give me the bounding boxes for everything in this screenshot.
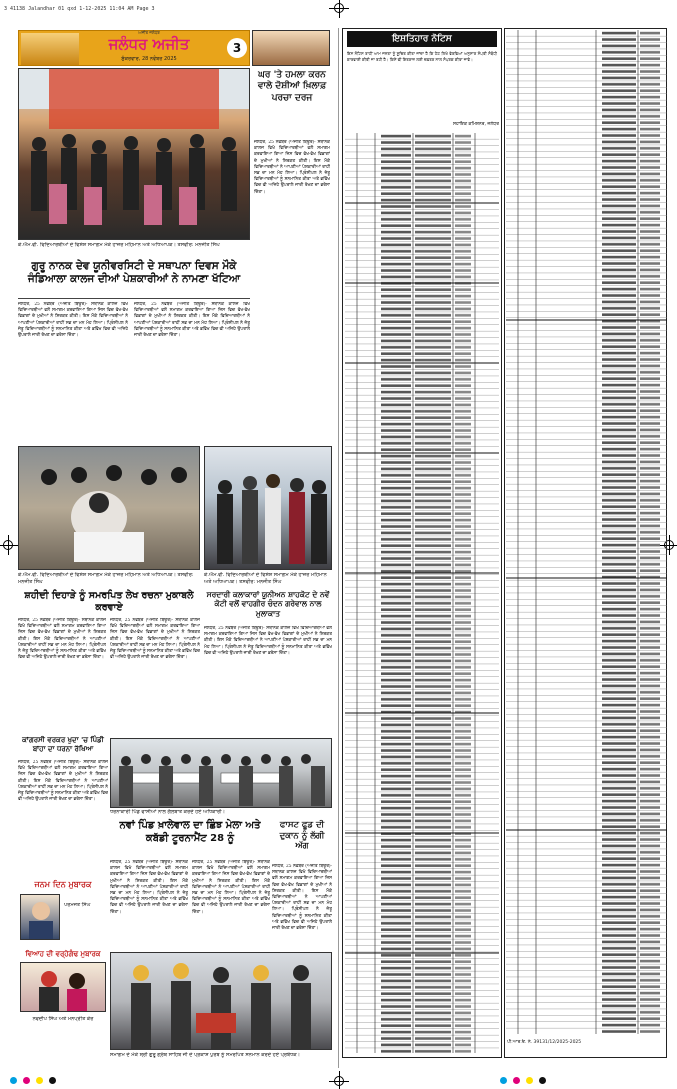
main-headline-rule bbox=[18, 298, 250, 299]
bottom-event-photo bbox=[110, 952, 332, 1050]
top-group-photo bbox=[18, 68, 250, 240]
fair-body-col2: ਜਲੰਧਰ, 25 ਨਵੰਬਰ (ਅਜੀਤ ਬਿਊਰੋ)- ਸਥਾਨਕ ਕਾਲਜ ਵਿਖੇ ਵਿਦਿਆਰਥੀਆਂ ਵਲੋਂ ਸਮਾਗਮ ਕਰਵਾਇਆ ਗਿਆ ਜਿਸ ਵਿਚ ਵੱਖ-ਵੱਖ ਵਿਭਾਗਾਂ ਦੇ ਮੁਖੀਆਂ ਨੇ ਸ਼ਿਰਕਤ ਕੀਤੀ। ਇਸ ਮੌਕੇ ਵਿਦਿਆਰਥੀਆਂ ਨੇ ਆਪਣੀਆਂ ਪੇਸ਼ਕਾਰੀਆਂ ਰਾਹੀਂ ਸਭ ਦਾ ਮਨ ਮੋਹ ਲਿਆ। ਪ੍ਰਿੰਸੀਪਲ ਨੇ ਜੇਤੂ ਵਿਦਿਆਰਥੀਆਂ ਨੂੰ ਸਨਮਾਨਿਤ ਕੀਤਾ ਅਤੇ ਭਵਿੱਖ ਵਿਚ ਵੀ ਅਜਿਹੇ ਉਪਰਾਲੇ ਜਾਰੀ ਰੱਖਣ ਦਾ ਭਰੋਸਾ ਦਿੱਤਾ। bbox=[192, 860, 270, 915]
right-story-body: ਜਲੰਧਰ, 25 ਨਵੰਬਰ (ਅਜੀਤ ਬਿਊਰੋ)- ਸਥਾਨਕ ਕਾਲਜ ਵਿਖੇ ਵਿਦਿਆਰਥੀਆਂ ਵਲੋਂ ਸਮਾਗਮ ਕਰਵਾਇਆ ਗਿਆ ਜਿਸ ਵਿਚ ਵੱਖ-ਵੱਖ ਵਿਭਾਗਾਂ ਦੇ ਮੁਖੀਆਂ ਨੇ ਸ਼ਿਰਕਤ ਕੀਤੀ। ਇਸ ਮੌਕੇ ਵਿਦਿਆਰਥੀਆਂ ਨੇ ਆਪਣੀਆਂ ਪੇਸ਼ਕਾਰੀਆਂ ਰਾਹੀਂ ਸਭ ਦਾ ਮਨ ਮੋਹ ਲਿਆ। ਪ੍ਰਿੰਸੀਪਲ ਨੇ ਜੇਤੂ ਵਿਦਿਆਰਥੀਆਂ ਨੂੰ ਸਨਮਾਨਿਤ ਕੀਤਾ ਅਤੇ ਭਵਿੱਖ ਵਿਚ ਵੀ ਅਜਿਹੇ ਉਪਰਾਲੇ ਜਾਰੀ ਰੱਖਣ ਦਾ ਭਰੋਸਾ ਦਿੱਤਾ। bbox=[254, 140, 330, 195]
masthead-date: ਸ਼ੁੱਕਰਵਾਰ, 28 ਨਵੰਬਰ 2025 bbox=[121, 56, 177, 62]
birthday-child-figure bbox=[21, 895, 60, 940]
masthead-building-left bbox=[21, 33, 79, 65]
bottom-event-figures bbox=[111, 953, 332, 1050]
essay-headline: ਸ਼ਹੀਦੀ ਦਿਹਾੜੇ ਨੂੰ ਸਮਰਪਿਤ ਲੇਖ ਰਚਨਾ ਮੁਕਾਬਲੇ ਕਰਵਾਏ bbox=[24, 590, 194, 613]
small-story-body: ਜਲੰਧਰ, 25 ਨਵੰਬਰ (ਅਜੀਤ ਬਿਊਰੋ)- ਸਥਾਨਕ ਕਾਲਜ ਵਿਖੇ ਵਿਦਿਆਰਥੀਆਂ ਵਲੋਂ ਸਮਾਗਮ ਕਰਵਾਇਆ ਗਿਆ ਜਿਸ ਵਿਚ ਵੱਖ-ਵੱਖ ਵਿਭਾਗਾਂ ਦੇ ਮੁਖੀਆਂ ਨੇ ਸ਼ਿਰਕਤ ਕੀਤੀ। ਇਸ ਮੌਕੇ ਵਿਦਿਆਰਥੀਆਂ ਨੇ ਆਪਣੀਆਂ ਪੇਸ਼ਕਾਰੀਆਂ ਰਾਹੀਂ ਸਭ ਦਾ ਮਨ ਮੋਹ ਲਿਆ। ਪ੍ਰਿੰਸੀਪਲ ਨੇ ਜੇਤੂ ਵਿਦਿਆਰਥੀਆਂ ਨੂੰ ਸਨਮਾਨਿਤ ਕੀਤਾ ਅਤੇ ਭਵਿੱਖ ਵਿਚ ਵੀ ਅਜਿਹੇ ਉਪਰਾਲੇ ਜਾਰੀ ਰੱਖਣ ਦਾ ਭਰੋਸਾ ਦਿੱਤਾ। bbox=[18, 760, 108, 803]
essay-body-col1: ਜਲੰਧਰ, 25 ਨਵੰਬਰ (ਅਜੀਤ ਬਿਊਰੋ)- ਸਥਾਨਕ ਕਾਲਜ ਵਿਖੇ ਵਿਦਿਆਰਥੀਆਂ ਵਲੋਂ ਸਮਾਗਮ ਕਰਵਾਇਆ ਗਿਆ ਜਿਸ ਵਿਚ ਵੱਖ-ਵੱਖ ਵਿਭਾਗਾਂ ਦੇ ਮੁਖੀਆਂ ਨੇ ਸ਼ਿਰਕਤ ਕੀਤੀ। ਇਸ ਮੌਕੇ ਵਿਦਿਆਰਥੀਆਂ ਨੇ ਆਪਣੀਆਂ ਪੇਸ਼ਕਾਰੀਆਂ ਰਾਹੀਂ ਸਭ ਦਾ ਮਨ ਮੋਹ ਲਿਆ। ਪ੍ਰਿੰਸੀਪਲ ਨੇ ਜੇਤੂ ਵਿਦਿਆਰਥੀਆਂ ਨੂੰ ਸਨਮਾਨਿਤ ਕੀਤਾ ਅਤੇ ਭਵਿੱਖ ਵਿਚ ਵੀ ਅਜਿਹੇ ਉਪਰਾਲੇ ਜਾਰੀ ਰੱਖਣ ਦਾ ਭਰੋਸਾ ਦਿੱਤਾ। bbox=[18, 618, 106, 661]
singer-photo-caption: ਕੇ.ਐਮ.ਵੀ. ਵਿਦਿਆਰਥੀਆਂ ਦੇ ਵਿਸ਼ੇਸ਼ ਸਮਾਗਮ ਮੌਕੇ ਹਾਜ਼ਰ ਮਹਿਮਾਨ ਅਤੇ ਅਧਿਆਪਕ। ਤਸਵੀਰ: ਮਨਜੀਤ ਸਿੰਘ bbox=[204, 572, 327, 585]
main-story-col2: ਜਲੰਧਰ, 25 ਨਵੰਬਰ (ਅਜੀਤ ਬਿਊਰੋ)- ਸਥਾਨਕ ਕਾਲਜ ਵਿਖੇ ਵਿਦਿਆਰਥੀਆਂ ਵਲੋਂ ਸਮਾਗਮ ਕਰਵਾਇਆ ਗਿਆ ਜਿਸ ਵਿਚ ਵੱਖ-ਵੱਖ ਵਿਭਾਗਾਂ ਦੇ ਮੁਖੀਆਂ ਨੇ ਸ਼ਿਰਕਤ ਕੀਤੀ। ਇਸ ਮੌਕੇ ਵਿਦਿਆਰਥੀਆਂ ਨੇ ਆਪਣੀਆਂ ਪੇਸ਼ਕਾਰੀਆਂ ਰਾਹੀਂ ਸਭ ਦਾ ਮਨ ਮੋਹ ਲਿਆ। ਪ੍ਰਿੰਸੀਪਲ ਨੇ ਜੇਤੂ ਵਿਦਿਆਰਥੀਆਂ ਨੂੰ ਸਨਮਾਨਿਤ ਕੀਤਾ ਅਤੇ ਭਵਿੱਖ ਵਿਚ ਵੀ ਅਜਿਹੇ ਉਪਰਾਲੇ ਜਾਰੀ ਰੱਖਣ ਦਾ ਭਰੋਸਾ ਦਿੱਤਾ। bbox=[134, 302, 250, 339]
essay-photo bbox=[18, 446, 200, 570]
protest-photo bbox=[110, 738, 332, 808]
bottom-photo-caption: ਸਮਾਗਮ ਦੇ ਮੌਕੇ ਸ਼੍ਰੀ ਗੁਰੂ ਗ੍ਰੰਥ ਸਾਹਿਬ ਜੀ ਦੇ ਪ੍ਰਕਾਸ਼ ਪੁਰਬ ਨੂੰ ਸਮਰਪਿਤ ਸਨਮਾਨ ਕਰਦੇ ਹੋਏ ਪ੍ਰਬੰਧਕ। bbox=[110, 1052, 301, 1058]
top-photo-caption: ਕੇ.ਐਮ.ਵੀ. ਵਿਦਿਆਰਥੀਆਂ ਦੇ ਵਿਸ਼ੇਸ਼ ਸਮਾਗਮ ਮੌਕੇ ਹਾਜ਼ਰ ਮਹਿਮਾਨ ਅਤੇ ਅਧਿਆਪਕ। ਤਸਵੀਰ: ਮਨਜੀਤ ਸਿੰਘ bbox=[18, 242, 220, 248]
color-bar-left bbox=[10, 1076, 210, 1084]
singer-headline: ਸਰਦਾਰੀ ਕਲਾਕਾਰਾਂ ਯੂਨੀਅਨ ਸ਼ਾਹਕੋਟ ਦੇ ਨਵੇਂ ਕੋਟੀ ਵਲੋਂ ਵਾਹਗੀਰ ਚੰਦਨ ਗਰੇਵਾਲ ਨਾਲ ਮੁਲਾਕਾਤ bbox=[206, 590, 330, 618]
notice-footer-ref: ਪੀ.ਆਰ.ਓ. ਨੰ. 39131/12/2025-2025 bbox=[507, 1040, 582, 1045]
masthead bbox=[18, 30, 250, 66]
slug-line: 3 41138 Jalandhar 01 qxd 1-12-2025 11:04 AM Page 3 bbox=[4, 6, 155, 12]
notice-right-table bbox=[506, 30, 667, 1034]
singer-body: ਜਲੰਧਰ, 25 ਨਵੰਬਰ (ਅਜੀਤ ਬਿਊਰੋ)- ਸਥਾਨਕ ਕਾਲਜ ਵਿਖੇ ਵਿਦਿਆਰਥੀਆਂ ਵਲੋਂ ਸਮਾਗਮ ਕਰਵਾਇਆ ਗਿਆ ਜਿਸ ਵਿਚ ਵੱਖ-ਵੱਖ ਵਿਭਾਗਾਂ ਦੇ ਮੁਖੀਆਂ ਨੇ ਸ਼ਿਰਕਤ ਕੀਤੀ। ਇਸ ਮੌਕੇ ਵਿਦਿਆਰਥੀਆਂ ਨੇ ਆਪਣੀਆਂ ਪੇਸ਼ਕਾਰੀਆਂ ਰਾਹੀਂ ਸਭ ਦਾ ਮਨ ਮੋਹ ਲਿਆ। ਪ੍ਰਿੰਸੀਪਲ ਨੇ ਜੇਤੂ ਵਿਦਿਆਰਥੀਆਂ ਨੂੰ ਸਨਮਾਨਿਤ ਕੀਤਾ ਅਤੇ ਭਵਿੱਖ ਵਿਚ ਵੀ ਅਜਿਹੇ ਉਪਰਾਲੇ ਜਾਰੀ ਰੱਖਣ ਦਾ ਭਰੋਸਾ ਦਿੱਤਾ। bbox=[204, 626, 332, 656]
page-gutter bbox=[338, 28, 339, 1068]
main-headline: ਗੁਰੂ ਨਾਨਕ ਦੇਵ ਯੂਨੀਵਰਸਿਟੀ ਦੇ ਸਥਾਪਨਾ ਦਿਵਸ ਮੌਕੇ ਜੰਡਿਆਲਾ ਕਾਲਜ ਦੀਆਂ ਪੇਸ਼ਕਾਰੀਆਂ ਨੇ ਨਾਮਣਾ ਖੱਟਿਆ bbox=[27, 260, 241, 286]
notice-page bbox=[342, 28, 667, 1058]
masthead-title: ਜਲੰਧਰ ਅਜੀਤ bbox=[108, 35, 190, 53]
notice-left-column bbox=[342, 28, 502, 1058]
essay-photo-figures bbox=[19, 447, 200, 570]
right-story-headline: ਘਰ 'ਤੇ ਹਮਲਾ ਕਰਨ ਵਾਲੇ ਦੋਸ਼ੀਆਂ ਖ਼ਿਲਾਫ਼ ਪਰਚਾ ਦਰਜ bbox=[257, 70, 327, 103]
fastfood-headline: ਫਾਸਟ ਫੂਡ ਦੀ ਦੁਕਾਨ ਨੂੰ ਲੱਗੀ ਅੱਗ bbox=[279, 820, 325, 852]
protest-photo-figures bbox=[111, 739, 332, 808]
registration-mark-top bbox=[334, 3, 344, 13]
notice-signatory: ਸਹਾਇਕ ਕਮਿਸ਼ਨਰ, ਜਲੰਧਰ bbox=[452, 122, 499, 127]
color-bar-right bbox=[500, 1076, 670, 1084]
singer-photo bbox=[204, 446, 332, 570]
anniversary-caption: ਨਵਦੀਪ ਸਿੰਘ ਅਤੇ ਮਨਪ੍ਰੀਤ ਕੌਰ bbox=[32, 1016, 94, 1022]
anniversary-couple-figure bbox=[21, 963, 106, 1012]
page-number: 3 bbox=[227, 38, 247, 58]
notice-intro: ਇਸ ਨੋਟਿਸ ਰਾਹੀਂ ਆਮ ਜਨਤਾ ਨੂੰ ਸੂਚਿਤ ਕੀਤਾ ਜਾਂਦਾ ਹੈ ਕਿ ਹੇਠ ਲਿਖੇ ਵੇਰਵਿਆਂ ਅਨੁਸਾਰ ਸੰਪਤੀ ਸੰਬੰਧੀ ਕਾਰਵਾਈ ਕੀਤੀ ਜਾ ਰਹੀ ਹੈ। ਕਿਸੇ ਵੀ ਇਤਰਾਜ਼ ਲਈ ਦਫ਼ਤਰ ਨਾਲ ਸੰਪਰਕ ਕੀਤਾ ਜਾਵੇ। bbox=[347, 51, 497, 62]
group-photo-figures bbox=[19, 69, 250, 240]
masthead-building-photo bbox=[252, 30, 330, 66]
fair-body-col1: ਜਲੰਧਰ, 25 ਨਵੰਬਰ (ਅਜੀਤ ਬਿਊਰੋ)- ਸਥਾਨਕ ਕਾਲਜ ਵਿਖੇ ਵਿਦਿਆਰਥੀਆਂ ਵਲੋਂ ਸਮਾਗਮ ਕਰਵਾਇਆ ਗਿਆ ਜਿਸ ਵਿਚ ਵੱਖ-ਵੱਖ ਵਿਭਾਗਾਂ ਦੇ ਮੁਖੀਆਂ ਨੇ ਸ਼ਿਰਕਤ ਕੀਤੀ। ਇਸ ਮੌਕੇ ਵਿਦਿਆਰਥੀਆਂ ਨੇ ਆਪਣੀਆਂ ਪੇਸ਼ਕਾਰੀਆਂ ਰਾਹੀਂ ਸਭ ਦਾ ਮਨ ਮੋਹ ਲਿਆ। ਪ੍ਰਿੰਸੀਪਲ ਨੇ ਜੇਤੂ ਵਿਦਿਆਰਥੀਆਂ ਨੂੰ ਸਨਮਾਨਿਤ ਕੀਤਾ ਅਤੇ ਭਵਿੱਖ ਵਿਚ ਵੀ ਅਜਿਹੇ ਉਪਰਾਲੇ ਜਾਰੀ ਰੱਖਣ ਦਾ ਭਰੋਸਾ ਦਿੱਤਾ। bbox=[110, 860, 188, 915]
anniversary-headline: ਵਿਆਹ ਦੀ ਵਰ੍ਹੇਗੰਢ ਮੁਬਾਰਕ bbox=[25, 950, 101, 958]
main-story-col1: ਜਲੰਧਰ, 25 ਨਵੰਬਰ (ਅਜੀਤ ਬਿਊਰੋ)- ਸਥਾਨਕ ਕਾਲਜ ਵਿਖੇ ਵਿਦਿਆਰਥੀਆਂ ਵਲੋਂ ਸਮਾਗਮ ਕਰਵਾਇਆ ਗਿਆ ਜਿਸ ਵਿਚ ਵੱਖ-ਵੱਖ ਵਿਭਾਗਾਂ ਦੇ ਮੁਖੀਆਂ ਨੇ ਸ਼ਿਰਕਤ ਕੀਤੀ। ਇਸ ਮੌਕੇ ਵਿਦਿਆਰਥੀਆਂ ਨੇ ਆਪਣੀਆਂ ਪੇਸ਼ਕਾਰੀਆਂ ਰਾਹੀਂ ਸਭ ਦਾ ਮਨ ਮੋਹ ਲਿਆ। ਪ੍ਰਿੰਸੀਪਲ ਨੇ ਜੇਤੂ ਵਿਦਿਆਰਥੀਆਂ ਨੂੰ ਸਨਮਾਨਿਤ ਕੀਤਾ ਅਤੇ ਭਵਿੱਖ ਵਿਚ ਵੀ ਅਜਿਹੇ ਉਪਰਾਲੇ ਜਾਰੀ ਰੱਖਣ ਦਾ ਭਰੋਸਾ ਦਿੱਤਾ। bbox=[18, 302, 128, 339]
fair-headline: ਨਵਾਂ ਪਿੰਡ ਖ਼ਾਲੇਵਾਲ ਦਾ ਛਿੰਝ ਮੇਲਾ ਅਤੇ ਕਬੱਡੀ ਟੂਰਨਾਮੈਂਟ 28 ਨੂੰ bbox=[119, 820, 261, 844]
anniversary-photo bbox=[20, 962, 106, 1012]
notice-right-column bbox=[504, 28, 667, 1058]
birthday-headline: ਜਨਮ ਦਿਨ ਮੁਬਾਰਕ bbox=[34, 880, 92, 889]
essay-photo-caption: ਕੇ.ਐਮ.ਵੀ. ਵਿਦਿਆਰਥੀਆਂ ਦੇ ਵਿਸ਼ੇਸ਼ ਸਮਾਗਮ ਮੌਕੇ ਹਾਜ਼ਰ ਮਹਿਮਾਨ ਅਤੇ ਅਧਿਆਪਕ। ਤਸਵੀਰ: ਮਨਜੀਤ ਸਿੰਘ bbox=[18, 572, 194, 585]
essay-body-col2: ਜਲੰਧਰ, 25 ਨਵੰਬਰ (ਅਜੀਤ ਬਿਊਰੋ)- ਸਥਾਨਕ ਕਾਲਜ ਵਿਖੇ ਵਿਦਿਆਰਥੀਆਂ ਵਲੋਂ ਸਮਾਗਮ ਕਰਵਾਇਆ ਗਿਆ ਜਿਸ ਵਿਚ ਵੱਖ-ਵੱਖ ਵਿਭਾਗਾਂ ਦੇ ਮੁਖੀਆਂ ਨੇ ਸ਼ਿਰਕਤ ਕੀਤੀ। ਇਸ ਮੌਕੇ ਵਿਦਿਆਰਥੀਆਂ ਨੇ ਆਪਣੀਆਂ ਪੇਸ਼ਕਾਰੀਆਂ ਰਾਹੀਂ ਸਭ ਦਾ ਮਨ ਮੋਹ ਲਿਆ। ਪ੍ਰਿੰਸੀਪਲ ਨੇ ਜੇਤੂ ਵਿਦਿਆਰਥੀਆਂ ਨੂੰ ਸਨਮਾਨਿਤ ਕੀਤਾ ਅਤੇ ਭਵਿੱਖ ਵਿਚ ਵੀ ਅਜਿਹੇ ਉਪਰਾਲੇ ਜਾਰੀ ਰੱਖਣ ਦਾ ਭਰੋਸਾ ਦਿੱਤਾ। bbox=[110, 618, 200, 661]
fastfood-body: ਜਲੰਧਰ, 25 ਨਵੰਬਰ (ਅਜੀਤ ਬਿਊਰੋ)- ਸਥਾਨਕ ਕਾਲਜ ਵਿਖੇ ਵਿਦਿਆਰਥੀਆਂ ਵਲੋਂ ਸਮਾਗਮ ਕਰਵਾਇਆ ਗਿਆ ਜਿਸ ਵਿਚ ਵੱਖ-ਵੱਖ ਵਿਭਾਗਾਂ ਦੇ ਮੁਖੀਆਂ ਨੇ ਸ਼ਿਰਕਤ ਕੀਤੀ। ਇਸ ਮੌਕੇ ਵਿਦਿਆਰਥੀਆਂ ਨੇ ਆਪਣੀਆਂ ਪੇਸ਼ਕਾਰੀਆਂ ਰਾਹੀਂ ਸਭ ਦਾ ਮਨ ਮੋਹ ਲਿਆ। ਪ੍ਰਿੰਸੀਪਲ ਨੇ ਜੇਤੂ ਵਿਦਿਆਰਥੀਆਂ ਨੂੰ ਸਨਮਾਨਿਤ ਕੀਤਾ ਅਤੇ ਭਵਿੱਖ ਵਿਚ ਵੀ ਅਜਿਹੇ ਉਪਰਾਲੇ ਜਾਰੀ ਰੱਖਣ ਦਾ ਭਰੋਸਾ ਦਿੱਤਾ। bbox=[272, 864, 332, 932]
notice-left-table bbox=[345, 133, 499, 1053]
masthead-kicker: ਅਜੀਤ ਜਲੰਧਰ bbox=[138, 30, 160, 35]
small-headline: ਕਾਂਗਰਸੀ ਵਰਕਰ ਖੁਦਾ 'ਚ ਪਿੰਡੀ ਬਾਂਹਾ ਦਾ ਧਰਨਾ ਰੱਖਿਆ bbox=[22, 736, 104, 753]
protest-caption: ਧਰਨਾਕਾਰੀ ਪਿੰਡ ਵਾਸੀਆਂ ਨਾਲ ਗੱਲਬਾਤ ਕਰਦੇ ਹੋਏ ਅਧਿਕਾਰੀ। bbox=[110, 809, 225, 815]
left-page bbox=[10, 28, 332, 1070]
singer-photo-figures bbox=[205, 447, 332, 570]
registration-mark-bottom bbox=[334, 1076, 344, 1086]
birthday-caption: ਪਰਮਜੋਤ ਸਿੰਘ bbox=[64, 902, 91, 908]
notice-title: ਇਸ਼ਤਿਹਾਰ ਨੋਟਿਸ bbox=[347, 31, 497, 47]
birthday-photo bbox=[20, 894, 60, 940]
